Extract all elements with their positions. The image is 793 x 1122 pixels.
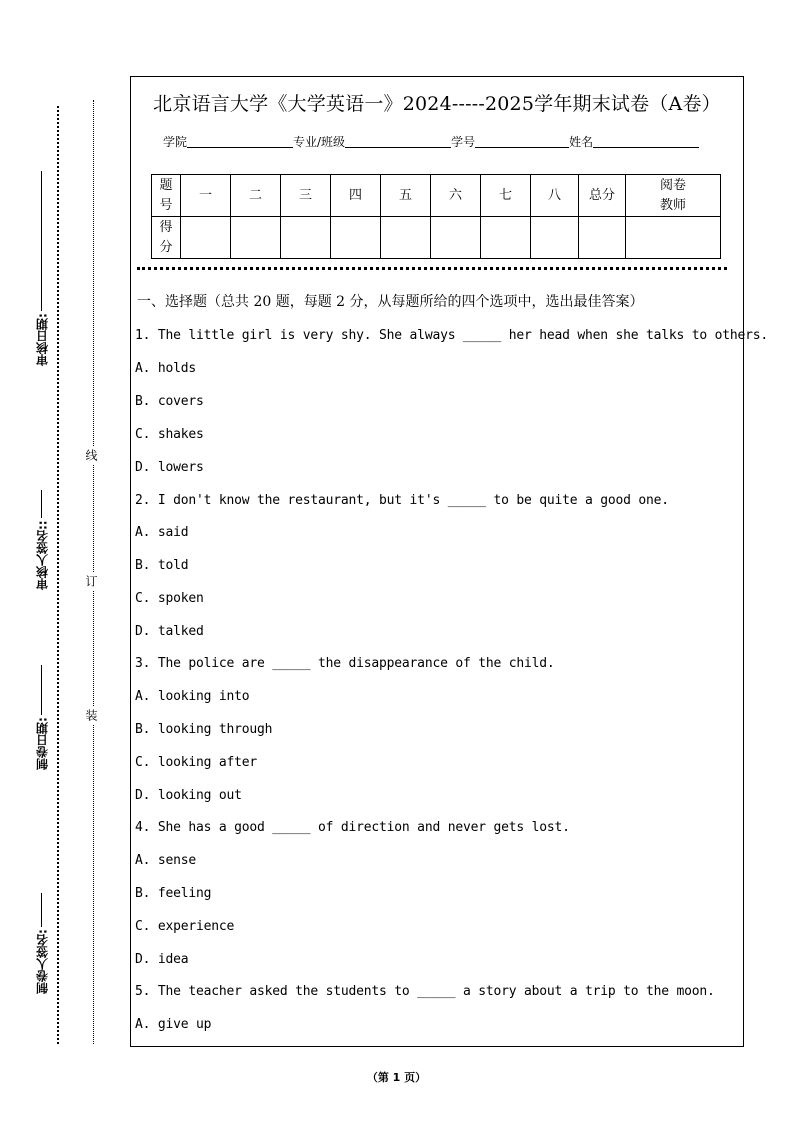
question-2-stem: 2. I don't know the restaurant, but it's _____ to be quite a good one. <box>135 493 669 508</box>
header-cell-5: 五 <box>381 175 431 217</box>
question-4-option-a[interactable]: A. sense <box>135 853 197 868</box>
field-label-name: 姓名 <box>569 135 594 149</box>
question-2-option-d[interactable]: D. talked <box>135 624 204 639</box>
review-date-line <box>42 171 43 311</box>
student-info-row <box>163 133 699 150</box>
question-3-option-b[interactable]: B. looking through <box>135 722 273 737</box>
exam-title: 北京语言大学《大学英语一》2024-----2025学年期末试卷（A卷） <box>153 93 721 115</box>
score-cell-4[interactable] <box>331 217 381 259</box>
score-cell-grader[interactable] <box>626 217 721 259</box>
score-cell-8[interactable] <box>531 217 579 259</box>
section-heading: 一、选择题（总共 20 题，每题 2 分，从每题所给的四个选项中，选出最佳答案） <box>137 294 644 310</box>
header-cell-question-no: 题号 <box>152 175 181 217</box>
question-1-option-c[interactable]: C. shakes <box>135 427 204 442</box>
binding-dotted-line-outer <box>57 106 59 1044</box>
binding-mark-xian: 线 <box>86 446 100 464</box>
score-cell-6[interactable] <box>431 217 481 259</box>
row-label-score: 得分 <box>152 217 181 259</box>
question-5-stem: 5. The teacher asked the students to _____ a story about a trip to the moon. <box>135 984 715 999</box>
score-cell-2[interactable] <box>231 217 281 259</box>
question-4-option-d[interactable]: D. idea <box>135 952 189 967</box>
header-cell-6: 六 <box>431 175 481 217</box>
score-cell-3[interactable] <box>281 217 331 259</box>
question-3-stem: 3. The police are _____ the disappearance of the child. <box>135 656 555 671</box>
score-table-header-row <box>152 175 721 217</box>
reviewer-signature-line <box>42 490 43 518</box>
compiler-signature-label: 制卷人签名: <box>35 929 50 994</box>
score-cell-total[interactable] <box>579 217 626 259</box>
header-cell-4: 四 <box>331 175 381 217</box>
compiler-signature-line <box>42 893 43 927</box>
review-date-field[interactable] <box>30 156 54 366</box>
page-number: （第 1 页） <box>366 1071 427 1084</box>
score-cell-7[interactable] <box>481 217 531 259</box>
compile-date-label: 制卷日期: <box>35 717 50 770</box>
reviewer-signature-field[interactable] <box>30 470 54 590</box>
question-2-option-a[interactable]: A. said <box>135 525 189 540</box>
header-cell-3: 三 <box>281 175 331 217</box>
student-id-blank[interactable] <box>475 135 569 148</box>
exam-frame <box>130 76 769 1047</box>
header-cell-7: 七 <box>481 175 531 217</box>
section-divider <box>137 267 727 270</box>
compiler-signature-field[interactable] <box>30 876 54 994</box>
question-4-option-c[interactable]: C. experience <box>135 919 235 934</box>
name-blank[interactable] <box>593 135 699 148</box>
question-4-stem: 4. She has a good _____ of direction and never gets lost. <box>135 820 570 835</box>
compile-date-field[interactable] <box>30 650 54 770</box>
header-cell-total: 总分 <box>579 175 626 217</box>
question-3-option-c[interactable]: C. looking after <box>135 755 258 770</box>
question-5-option-a[interactable]: A. give up <box>135 1017 212 1032</box>
header-cell-2: 二 <box>231 175 281 217</box>
question-2-option-b[interactable]: B. told <box>135 558 189 573</box>
question-3-option-a[interactable]: A. looking into <box>135 689 250 704</box>
question-4-option-b[interactable]: B. feeling <box>135 886 212 901</box>
score-cell-5[interactable] <box>381 217 431 259</box>
score-table <box>151 174 721 259</box>
question-2-option-c[interactable]: C. spoken <box>135 591 204 606</box>
field-label-student-id: 学号 <box>451 135 476 149</box>
question-1-option-a[interactable]: A. holds <box>135 361 197 376</box>
field-label-college: 学院 <box>163 135 188 149</box>
binding-mark-zhuang: 装 <box>86 706 100 724</box>
score-cell-1[interactable] <box>181 217 231 259</box>
field-label-major-class: 专业/班级 <box>293 135 346 149</box>
reviewer-signature-label: 审核人签名:: <box>35 520 50 590</box>
question-1-option-b[interactable]: B. covers <box>135 394 204 409</box>
header-cell-grader: 阅卷教师 <box>626 175 721 217</box>
binding-mark-ding: 订 <box>86 572 100 590</box>
college-blank[interactable] <box>187 135 293 148</box>
compile-date-line <box>42 665 43 715</box>
header-cell-8: 八 <box>531 175 579 217</box>
score-table-score-row <box>152 217 721 259</box>
question-1-stem: 1. The little girl is very shy. She always _____ her head when she talks to others. <box>135 328 769 343</box>
question-3-option-d[interactable]: D. looking out <box>135 788 242 803</box>
review-date-label: 审核日期: <box>35 313 50 366</box>
header-cell-1: 一 <box>181 175 231 217</box>
question-1-option-d[interactable]: D. lowers <box>135 460 204 475</box>
major-class-blank[interactable] <box>345 135 451 148</box>
